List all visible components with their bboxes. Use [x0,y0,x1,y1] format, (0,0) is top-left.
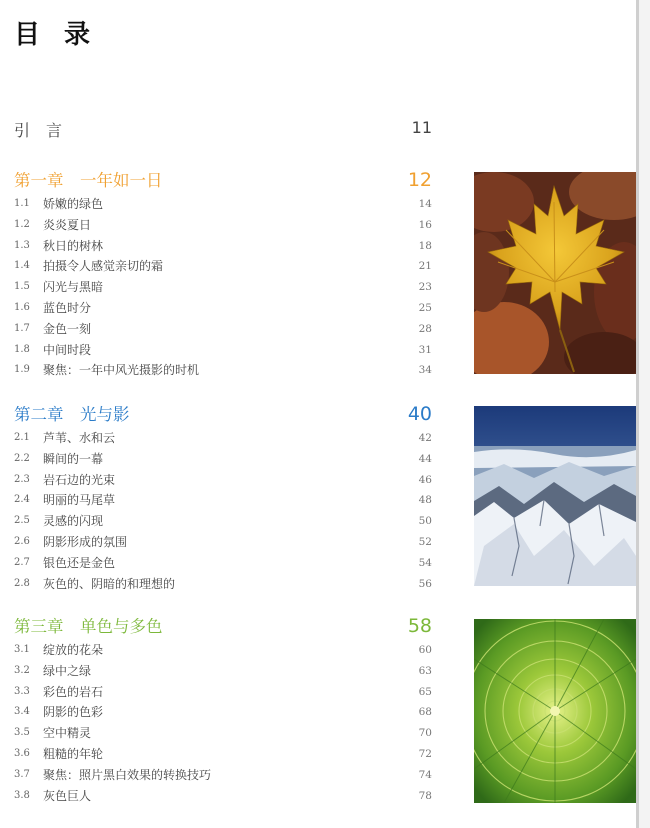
chapter-entry-list [14,640,432,806]
chapter-heading[interactable] [14,404,432,428]
entry-number: 3.5 [14,727,30,739]
entry-title: 粗糙的年轮 [43,746,104,761]
entry-number: 3.6 [14,747,30,759]
toc-entry[interactable] [14,511,432,532]
maple-leaf-photo [474,172,636,374]
toc-entry[interactable] [14,682,432,703]
entry-page-number: 21 [418,260,432,273]
entry-number: 1.6 [14,301,30,313]
entry-page-number: 16 [418,218,432,231]
entry-page-number: 48 [418,494,432,507]
toc-entry[interactable] [14,215,432,236]
entry-title: 岩石边的光束 [43,472,116,487]
entry-number: 2.8 [14,577,30,589]
toc-entry[interactable] [14,532,432,553]
page-edge-shadow [639,0,650,828]
entry-number: 2.1 [14,432,30,443]
entry-page-number: 46 [418,473,432,486]
entry-number: 3.3 [14,685,30,697]
entry-number: 1.5 [14,281,30,293]
chapter-title: 第二章 光与影 [14,405,130,424]
entry-page-number: 54 [418,556,432,569]
toc-intro-row[interactable] [14,118,432,140]
chapter-title: 第三章 单色与多色 [14,617,163,636]
entry-title: 银色还是金色 [43,555,116,570]
entry-number: 2.7 [14,556,30,568]
chapter-title: 第一章 一年如一日 [14,171,163,190]
entry-number: 3.2 [14,664,30,676]
entry-title: 中间时段 [43,342,92,357]
toc-entry[interactable] [14,744,432,765]
toc-entry[interactable] [14,765,432,786]
entry-page-number: 50 [418,515,432,528]
toc-entry[interactable] [14,428,432,449]
intro-label: 引言 [14,121,79,140]
entry-number: 1.4 [14,260,30,272]
toc-entry[interactable] [14,640,432,661]
toc-entry[interactable] [14,319,432,340]
entry-page-number: 18 [418,239,432,252]
entry-title: 空中精灵 [43,726,92,741]
toc-entry[interactable] [14,786,432,807]
entry-page-number: 56 [418,577,432,590]
entry-number: 1.9 [14,364,30,376]
toc-entry[interactable] [14,277,432,298]
entry-page-number: 72 [418,747,432,760]
toc-entry[interactable] [14,256,432,277]
chapter-entry-list [14,194,432,381]
entry-page-number: 31 [418,343,432,356]
chapter-heading[interactable] [14,616,432,640]
toc-entry[interactable] [14,702,432,723]
toc-entry[interactable] [14,661,432,682]
entry-page-number: 78 [418,789,432,802]
entry-number: 2.4 [14,494,30,506]
entry-page-number: 70 [418,727,432,740]
entry-page-number: 42 [418,432,432,444]
toc-entry[interactable] [14,723,432,744]
entry-title: 灵感的闪现 [43,514,104,529]
entry-title: 蓝色时分 [43,300,92,315]
entry-title: 绿中之绿 [43,663,92,678]
intro-page-number: 11 [411,118,432,137]
entry-title: 瞬间的一幕 [43,451,104,466]
chapter-page-number: 58 [407,615,432,637]
toc-entry[interactable] [14,340,432,361]
entry-number: 2.6 [14,535,30,547]
chapter-3-section [14,616,432,806]
toc-entry[interactable] [14,553,432,574]
green-succulent-photo [474,619,636,803]
entry-number: 3.4 [14,706,30,718]
entry-page-number: 23 [418,281,432,294]
entry-title: 阴影形成的氛围 [43,534,128,549]
chapter-page-number: 12 [407,169,432,191]
toc-entry[interactable] [14,470,432,491]
entry-number: 1.3 [14,239,30,251]
entry-title: 聚焦：照片黑白效果的转换技巧 [43,767,212,782]
entry-number: 2.2 [14,452,30,464]
entry-page-number: 60 [418,644,432,656]
entry-title: 绽放的花朵 [43,643,104,657]
entry-title: 芦苇、水和云 [43,431,116,445]
chapter-2-section [14,404,432,594]
entry-number: 3.1 [14,644,30,655]
toc-entry[interactable] [14,490,432,511]
entry-page-number: 63 [418,664,432,677]
entry-title: 灰色的、阴暗的和理想的 [43,576,176,591]
entry-page-number: 28 [418,322,432,335]
entry-page-number: 25 [418,301,432,314]
entry-page-number: 14 [418,198,432,210]
entry-number: 1.7 [14,322,30,334]
toc-entry[interactable] [14,236,432,257]
entry-title: 娇嫩的绿色 [43,197,104,211]
entry-number: 3.8 [14,789,30,801]
entry-title: 金色一刻 [43,321,92,336]
entry-number: 1.8 [14,343,30,355]
entry-title: 拍摄令人感觉亲切的霜 [43,259,164,274]
entry-title: 彩色的岩石 [43,684,104,699]
snowy-mountains-photo [474,406,636,586]
entry-title: 炎炎夏日 [43,217,92,232]
entry-title: 闪光与黑暗 [43,280,104,295]
entry-number: 2.3 [14,473,30,485]
toc-entry[interactable] [14,298,432,319]
page-title: 目录 [14,20,115,50]
chapter-1-section [14,170,432,381]
entry-page-number: 52 [418,535,432,548]
entry-number: 1.1 [14,198,30,209]
entry-page-number: 65 [418,685,432,698]
entry-page-number: 34 [418,364,432,377]
entry-title: 聚焦：一年中风光摄影的时机 [43,363,200,378]
entry-page-number: 74 [418,768,432,781]
chapter-entry-list [14,428,432,594]
chapter-heading[interactable] [14,170,432,194]
toc-entry[interactable] [14,194,432,215]
entry-title: 灰色巨人 [43,788,92,803]
toc-entry[interactable] [14,360,432,381]
entry-page-number: 68 [418,706,432,719]
entry-number: 2.5 [14,515,30,527]
entry-number: 3.7 [14,768,30,780]
toc-entry[interactable] [14,449,432,470]
entry-page-number: 44 [418,452,432,465]
entry-title: 明丽的马尾草 [43,493,116,508]
chapter-page-number: 40 [407,403,432,425]
entry-title: 秋日的树林 [43,238,104,253]
toc-entry[interactable] [14,574,432,595]
entry-title: 阴影的色彩 [43,705,104,720]
entry-number: 1.2 [14,218,30,230]
